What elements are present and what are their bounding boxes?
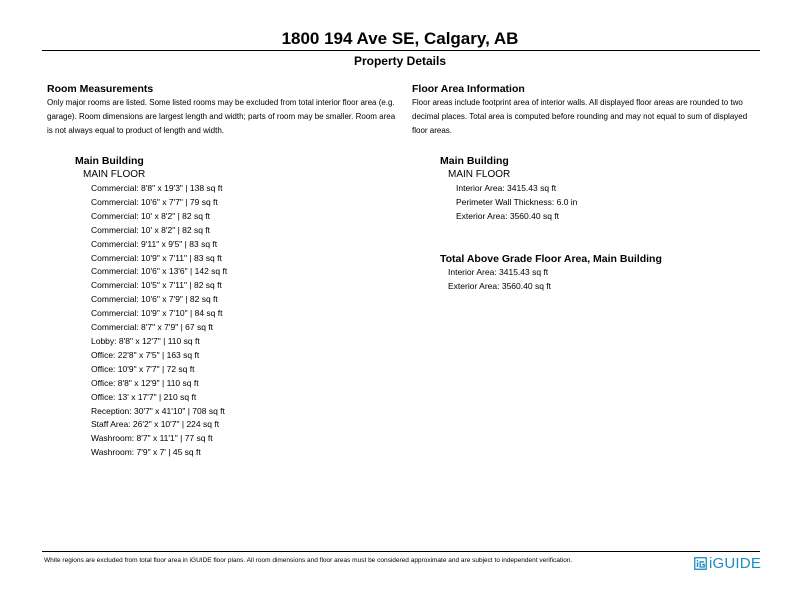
room-measurements-heading: Room Measurements	[47, 83, 154, 95]
room-item: Office: 13' x 17'7" | 210 sq ft	[91, 391, 197, 402]
room-item: Commercial: 10' x 8'2" | 82 sq ft	[91, 210, 211, 221]
area-building-title: Main Building	[440, 155, 509, 167]
room-item: Commercial: 8'7" x 7'9" | 67 sq ft	[91, 322, 214, 333]
room-item: Washroom: 8'7" x 11'1" | 77 sq ft	[91, 433, 213, 444]
exterior-area-line: Exterior Area: 3560.40 sq ft	[456, 210, 560, 221]
page-title: 1800 194 Ave SE, Calgary, AB	[281, 29, 519, 48]
room-item: Commercial: 8'8" x 19'3" | 138 sq ft	[91, 183, 223, 193]
room-measurements-description: Only major rooms are listed. Some listed rooms may be excluded from total interior floor area (e.g. garage). Room dimensions are largest length and width; parts of room may be smaller. Room area is not always equal to product of length and width.	[47, 98, 396, 135]
room-item: Washroom: 7'9" x 7' | 45 sq ft	[91, 447, 201, 458]
room-item: Commercial: 10' x 8'2" | 82 sq ft	[91, 224, 211, 235]
title-divider	[42, 50, 760, 51]
room-list	[91, 182, 399, 460]
room-item: Office: 8'8" x 12'9" | 110 sq ft	[91, 377, 199, 388]
floor-area-lines	[456, 182, 764, 224]
room-item: Office: 22'8" x 7'5" | 163 sq ft	[91, 349, 200, 360]
room-item: Commercial: 10'6" x 13'6" | 142 sq ft	[91, 266, 228, 277]
iguide-logo-icon	[694, 557, 707, 570]
iguide-logo	[694, 553, 761, 573]
room-item: Staff Area: 26'2" x 10'7" | 224 sq ft	[91, 419, 220, 430]
page-subtitle: Property Details	[353, 54, 447, 68]
room-item: Lobby: 8'8" x 12'7" | 110 sq ft	[91, 335, 200, 346]
wall-thickness-line: Perimeter Wall Thickness: 6.0 in	[456, 196, 578, 207]
area-floor-title: MAIN FLOOR	[448, 169, 511, 180]
brand-name: iGUIDE	[709, 554, 762, 572]
total-exterior-area-line: Exterior Area: 3560.40 sq ft	[448, 280, 552, 291]
room-item: Commercial: 9'11" x 9'5" | 83 sq ft	[91, 238, 218, 249]
room-item: Commercial: 10'6" x 7'7" | 79 sq ft	[91, 196, 218, 207]
room-item: Commercial: 10'9" x 7'11" | 83 sq ft	[91, 252, 222, 263]
floor-area-heading: Floor Area Information	[412, 83, 525, 95]
room-item: Commercial: 10'6" x 7'9" | 82 sq ft	[91, 294, 218, 305]
total-area-heading: Total Above Grade Floor Area, Main Building	[440, 252, 662, 265]
room-item: Commercial: 10'5" x 7'11" | 82 sq ft	[91, 280, 222, 291]
room-item: Commercial: 10'9" x 7'10" | 84 sq ft	[91, 308, 223, 319]
room-building-title: Main Building	[75, 155, 144, 167]
interior-area-line: Interior Area: 3415.43 sq ft	[456, 183, 557, 193]
room-measurements-section	[47, 82, 399, 460]
total-interior-area-line: Interior Area: 3415.43 sq ft	[448, 266, 549, 277]
room-item: Office: 10'9" x 7'7" | 72 sq ft	[91, 363, 195, 374]
footer-divider	[42, 551, 760, 552]
floor-area-description: Floor areas include footprint area of interior walls. All displayed floor areas are rounded to two decimal places. Total area is computed before rounding and may not equal to sum of displayed floor areas.	[412, 98, 748, 135]
room-floor-title: MAIN FLOOR	[83, 169, 146, 180]
total-area-lines	[448, 266, 764, 294]
footer-disclaimer: White regions are excluded from total floor area in iGUIDE floor plans. All room dimensions and floor areas must be considered approximate and are subject to independent verification.	[44, 557, 573, 564]
floor-area-section	[412, 82, 764, 294]
room-item: Reception: 30'7" x 41'10" | 708 sq ft	[91, 405, 225, 416]
